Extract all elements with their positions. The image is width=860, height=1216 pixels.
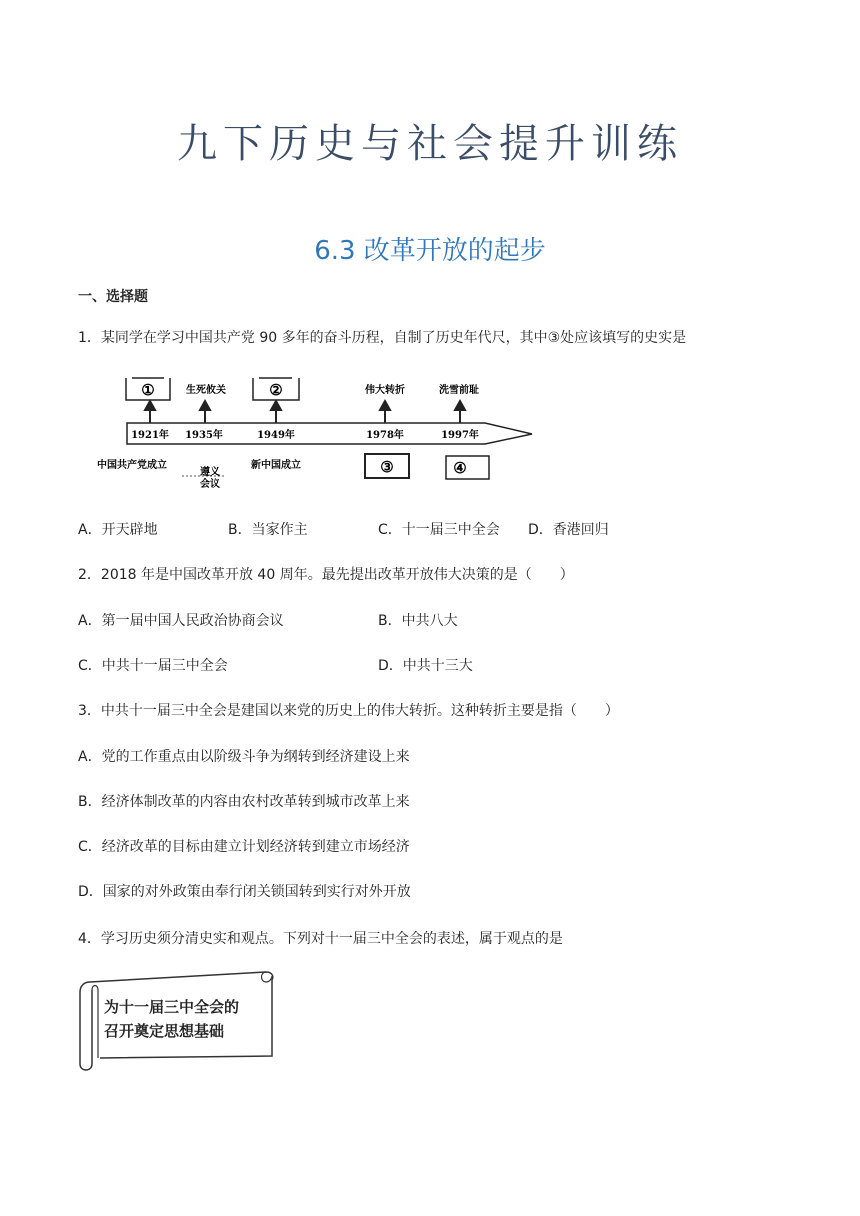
label-circle-3: ③ bbox=[380, 458, 394, 476]
label-xixue: 洗雪前耻 bbox=[439, 385, 479, 396]
q3-option-d[interactable]: D．国家的对外政策由奉行闭关锁国转到实行对外开放 bbox=[78, 884, 411, 900]
timeline-figure bbox=[80, 372, 540, 494]
q3-option-b[interactable]: B．经济体制改革的内容由农村改革转到城市改革上来 bbox=[78, 794, 410, 810]
year-1978: 1978年 bbox=[366, 430, 404, 441]
label-zunyi: 遵义 bbox=[200, 467, 220, 478]
scroll-line-2: 召开奠定思想基础 bbox=[104, 1022, 225, 1040]
label-circle-4: ④ bbox=[453, 459, 467, 477]
q2-option-c[interactable]: C．中共十一届三中全会 bbox=[78, 658, 228, 674]
year-1949: 1949年 bbox=[257, 430, 295, 441]
question-3-stem: 3．中共十一届三中全会是建国以来党的历史上的伟大转折。这种转折主要是指（ ） bbox=[78, 703, 619, 719]
scroll-line-1: 为十一届三中全会的 bbox=[104, 998, 240, 1016]
year-1935: 1935年 bbox=[185, 430, 223, 441]
q1-option-d[interactable]: D．香港回归 bbox=[528, 522, 609, 538]
document-title: 九下历史与社会提升训练 bbox=[177, 121, 683, 167]
label-shengsi: 生死攸关 bbox=[186, 385, 226, 396]
q1-option-c[interactable]: C．十一届三中全会 bbox=[378, 522, 500, 538]
label-circle-1: ① bbox=[141, 381, 155, 399]
section-heading: 一、选择题 bbox=[78, 289, 148, 305]
label-circle-2: ② bbox=[269, 381, 283, 399]
q2-option-d[interactable]: D．中共十三大 bbox=[378, 658, 473, 674]
label-huiyi: 会议 bbox=[200, 479, 220, 490]
lesson-subtitle: 6.3 改革开放的起步 bbox=[314, 236, 546, 266]
q3-option-a[interactable]: A．党的工作重点由以阶级斗争为纲转到经济建设上来 bbox=[78, 749, 410, 765]
q2-option-a[interactable]: A．第一届中国人民政治协商会议 bbox=[78, 613, 284, 629]
q3-option-c[interactable]: C．经济改革的目标由建立计划经济转到建立市场经济 bbox=[78, 839, 410, 855]
q1-option-a[interactable]: A．开天辟地 bbox=[78, 522, 158, 538]
label-weida: 伟大转折 bbox=[365, 385, 405, 396]
question-2-stem: 2．2018 年是中国改革开放 40 周年。最先提出改革开放伟大决策的是（ ） bbox=[78, 567, 574, 583]
year-1997: 1997年 bbox=[441, 430, 479, 441]
year-1921: 1921年 bbox=[131, 430, 169, 441]
q2-option-b[interactable]: B．中共八大 bbox=[378, 613, 458, 629]
question-4-stem: 4．学习历史须分清史实和观点。下列对十一届三中全会的表述，属于观点的是 bbox=[78, 931, 563, 947]
question-1-stem: 1．某同学在学习中国共产党 90 多年的奋斗历程，自制了历史年代尺，其中③处应该填写的史实是 bbox=[78, 330, 687, 346]
q1-option-b[interactable]: B．当家作主 bbox=[228, 522, 308, 538]
label-prc-founded: 新中国成立 bbox=[251, 460, 301, 471]
label-party-founded: 中国共产党成立 bbox=[97, 460, 167, 471]
